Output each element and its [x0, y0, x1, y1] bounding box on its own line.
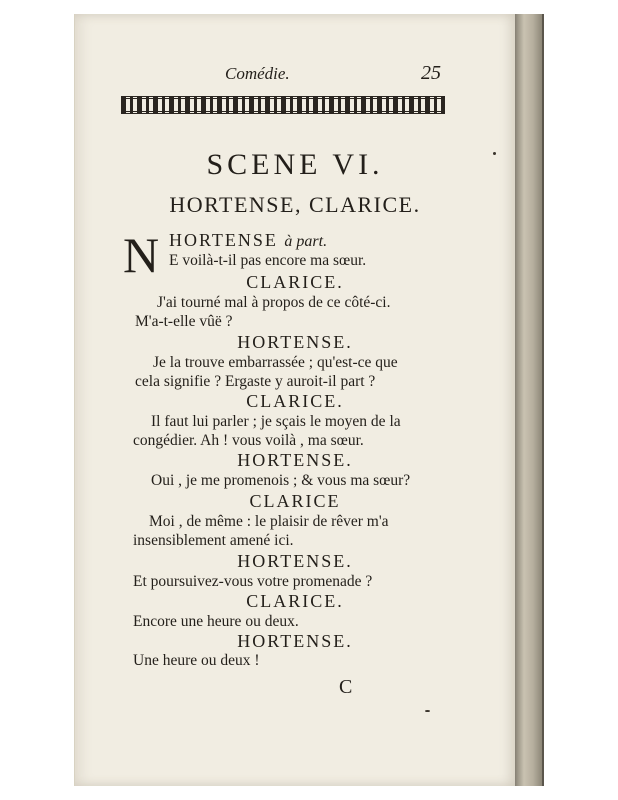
- book-page: [74, 14, 515, 786]
- speaker-name: CLARICE.: [246, 591, 344, 611]
- speaker-name: HORTENSE.: [237, 631, 353, 651]
- speaker-name: HORTENSE.: [237, 450, 353, 470]
- drop-cap: N: [123, 227, 160, 283]
- dialogue-line: Moi , de même : le plaisir de rêver m'a: [149, 513, 389, 530]
- ink-speck: [493, 152, 496, 155]
- speaker-name: HORTENSE.: [237, 332, 353, 352]
- signature-mark: C: [339, 676, 353, 698]
- speaker-name: HORTENSE.: [237, 551, 353, 571]
- dialogue-line: insensiblement amené ici.: [133, 532, 294, 549]
- page-number: 25: [421, 62, 441, 84]
- dialogue-line: E voilà-t-il pas encore ma sœur.: [169, 252, 367, 269]
- stage-direction: à part.: [284, 233, 328, 250]
- dialogue-line: Oui , je me promenois ; & vous ma sœur?: [151, 472, 411, 489]
- dialogue-line: Encore une heure ou deux.: [133, 613, 299, 630]
- running-head: Comédie.: [225, 64, 290, 83]
- page-content: [75, 14, 515, 786]
- dialogue-line: Une heure ou deux !: [133, 652, 260, 669]
- speaker-name: CLARICE.: [246, 391, 344, 411]
- ink-speck: [425, 710, 430, 712]
- dialogue-line: congédier. Ah ! vous voilà , ma sœur.: [133, 432, 364, 449]
- book-edge: [512, 14, 544, 786]
- dialogue-line: Et poursuivez-vous votre promenade ?: [133, 573, 373, 590]
- first-speaker-line: [169, 230, 327, 251]
- ornament-band: [121, 96, 445, 114]
- first-speaker: HORTENSE: [169, 230, 278, 250]
- dialogue-line: Il faut lui parler ; je sçais le moyen de la: [151, 413, 401, 430]
- scene-title: SCENE VI.: [206, 148, 384, 181]
- dialogue-line: M'a-t-elle vûë ?: [135, 313, 233, 330]
- speaker-name: CLARICE.: [246, 272, 344, 292]
- dialogue-line: cela signifie ? Ergaste y auroit-il part ?: [135, 373, 376, 390]
- dialogue-line: Je la trouve embarrassée ; qu'est-ce que: [153, 354, 398, 371]
- speaker-name: CLARICE: [249, 491, 341, 511]
- dialogue-line: J'ai tourné mal à propos de ce côté-ci.: [157, 294, 391, 311]
- characters-heading: HORTENSE, CLARICE.: [169, 192, 421, 217]
